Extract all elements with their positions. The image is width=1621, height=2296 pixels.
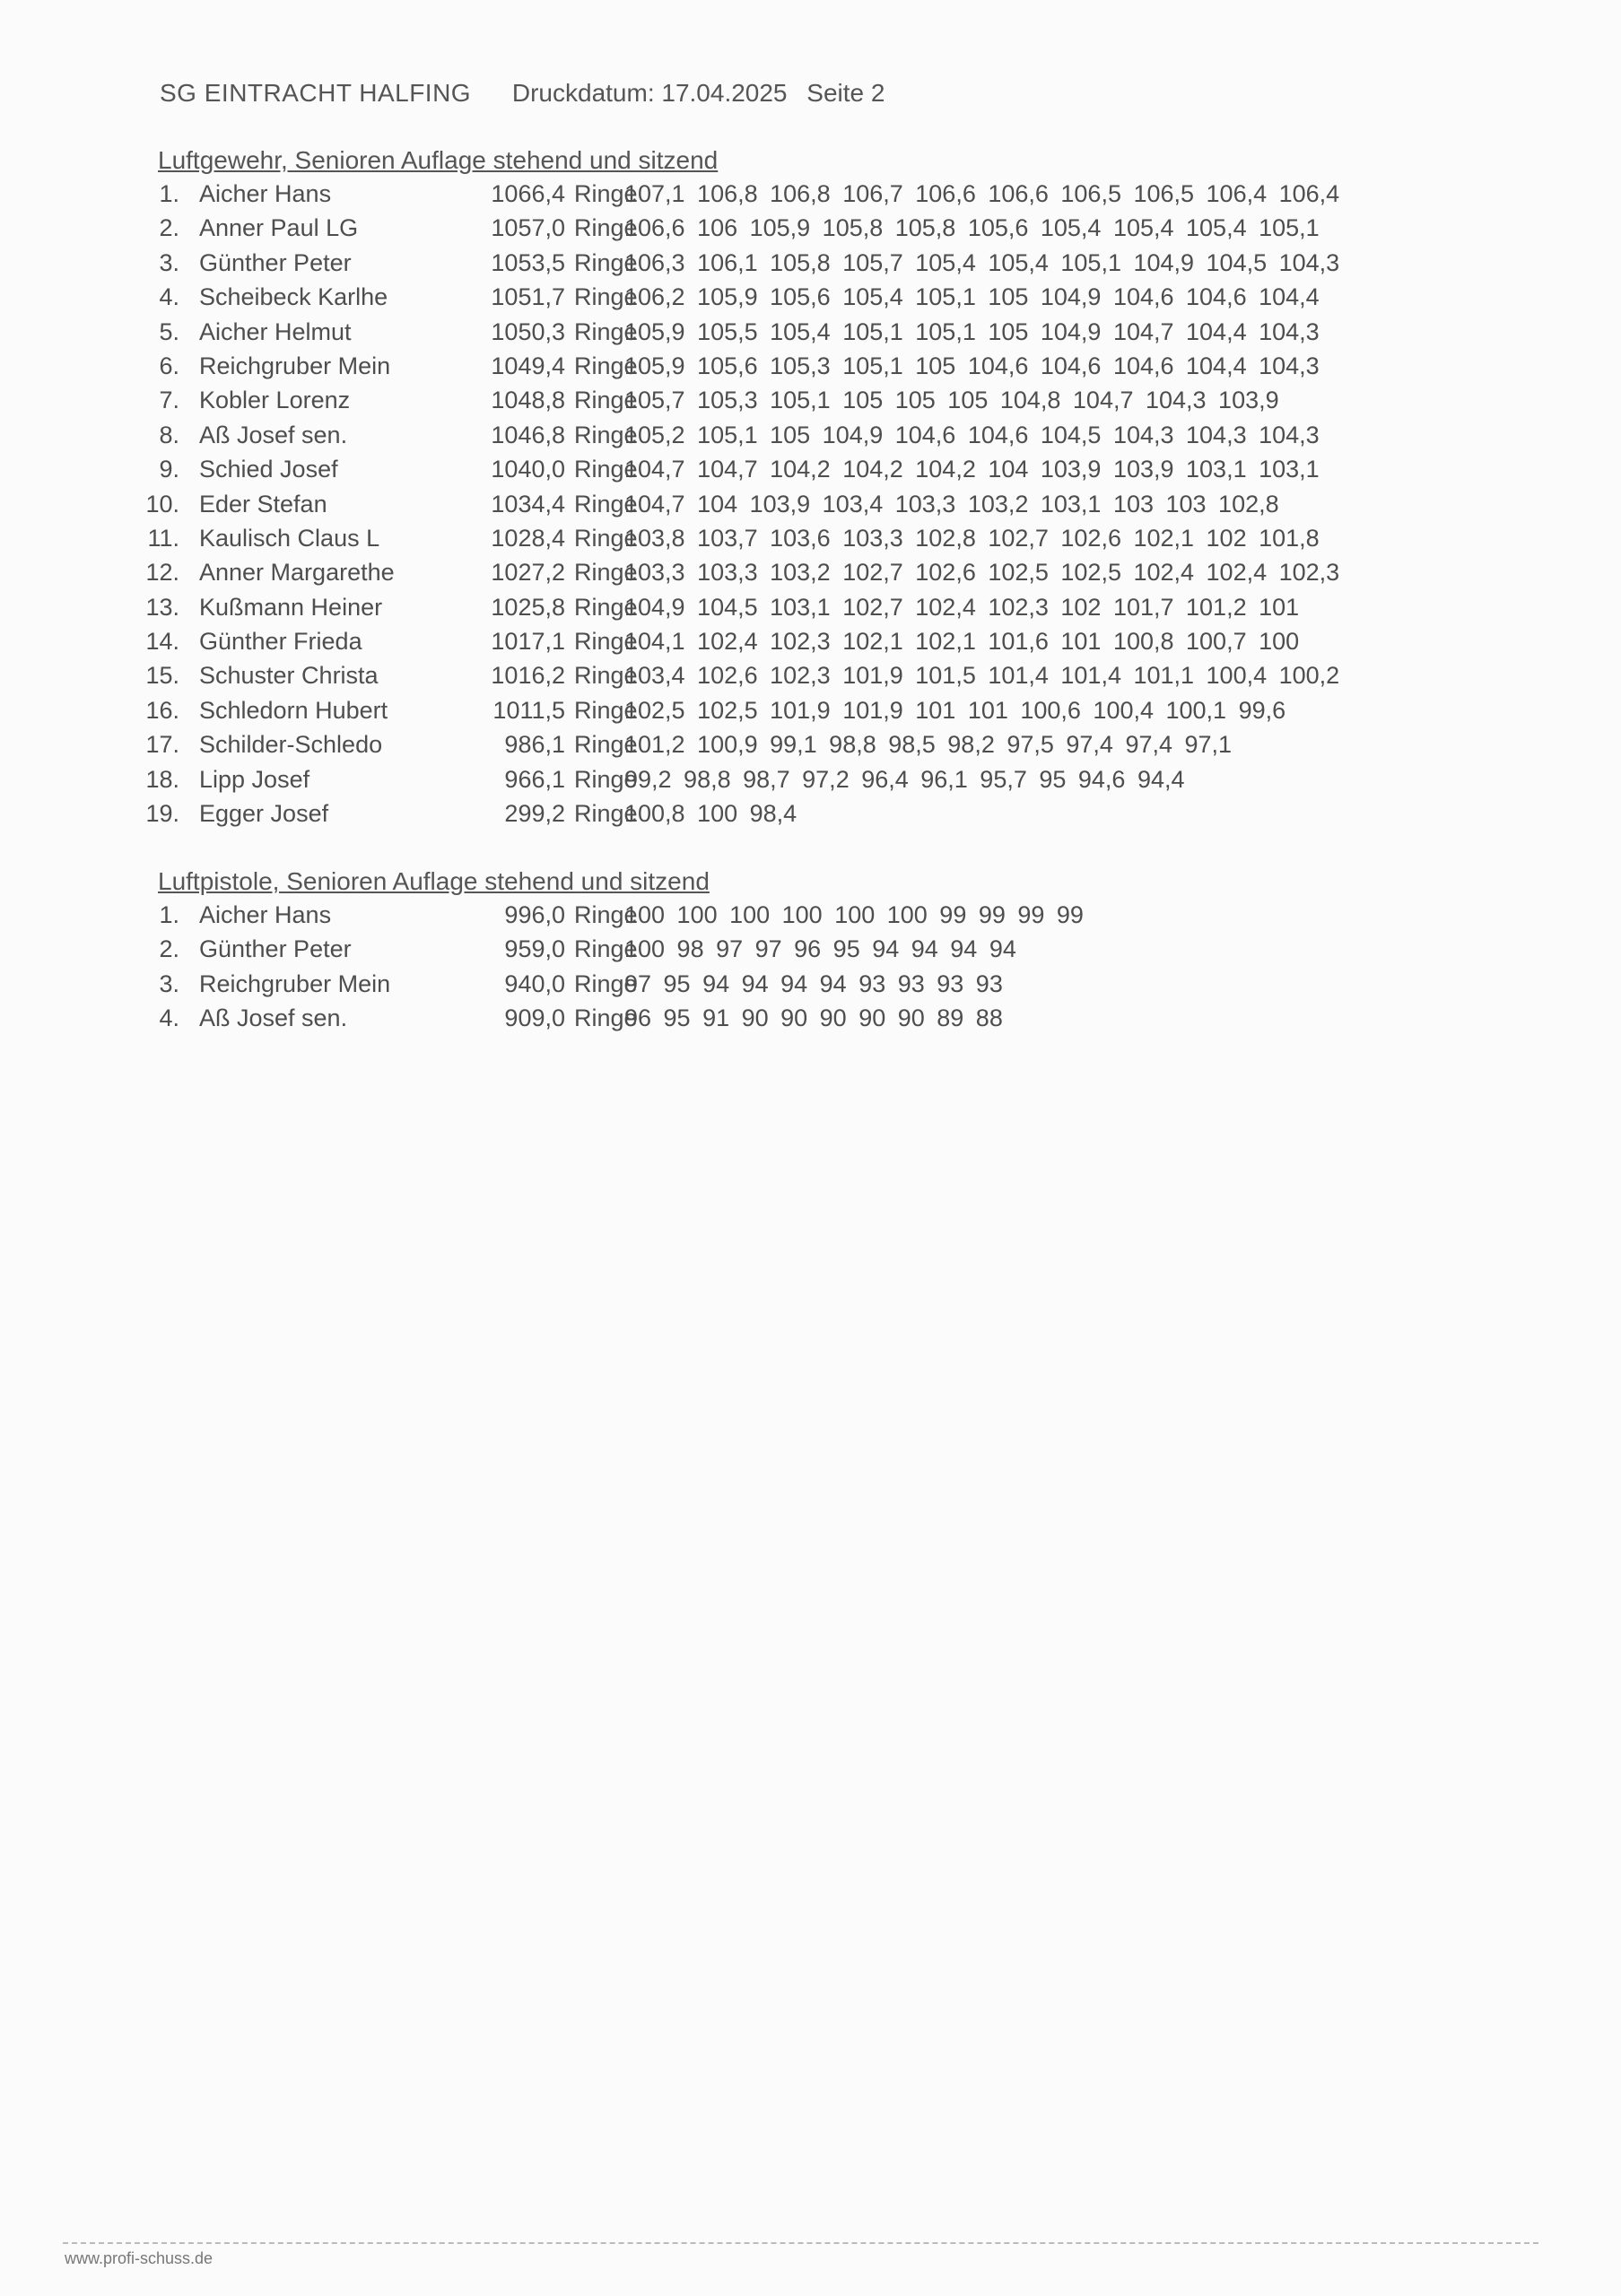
total-score: 1049,4 <box>491 352 565 379</box>
result-row <box>144 246 1453 280</box>
result-row <box>144 452 1453 486</box>
score-unit: Ringe <box>574 248 638 276</box>
total-score: 940,0 <box>504 970 565 997</box>
score-unit: Ringe <box>574 628 638 656</box>
score-unit: Ringe <box>574 696 638 724</box>
footer-divider <box>63 2242 1538 2244</box>
shooter-name: Günther Peter <box>199 248 352 276</box>
total-score: 1051,7 <box>491 283 565 311</box>
result-row <box>144 796 1453 831</box>
series-scores: 101,2 100,9 99,1 98,8 98,5 98,2 97,5 97,4 97,4 97,1 <box>624 731 1233 759</box>
shooter-name: Aicher Hans <box>199 901 332 928</box>
rank-number: 18. <box>145 765 179 793</box>
result-row <box>144 932 1453 966</box>
shooter-name: Anner Margarethe <box>199 559 395 587</box>
results-section-luftpistole <box>144 867 1453 1036</box>
total-score: 1050,3 <box>491 317 565 345</box>
footer-url: www.profi-schuss.de <box>65 2249 214 2267</box>
rank-number: 3. <box>159 970 179 997</box>
shooter-name: Kaulisch Claus L <box>199 524 380 552</box>
score-unit: Ringe <box>574 1004 638 1032</box>
series-scores: 100 98 97 97 96 95 94 94 94 94 <box>624 935 1016 963</box>
rank-number: 7. <box>159 387 179 414</box>
rank-number: 14. <box>145 628 179 656</box>
score-unit: Ringe <box>574 387 638 414</box>
total-score: 1017,1 <box>491 628 565 656</box>
result-row <box>144 349 1453 383</box>
total-score: 1025,8 <box>491 593 565 621</box>
result-row <box>144 383 1453 417</box>
shooter-name: Lipp Josef <box>199 765 310 793</box>
rank-number: 15. <box>145 662 179 690</box>
result-row <box>144 658 1453 692</box>
score-unit: Ringe <box>574 935 638 963</box>
series-scores: 97 95 94 94 94 94 93 93 93 93 <box>624 970 1003 997</box>
result-row <box>144 521 1453 555</box>
score-unit: Ringe <box>574 352 638 379</box>
total-score: 959,0 <box>504 935 565 963</box>
rank-number: 5. <box>159 317 179 345</box>
shooter-name: Günther Peter <box>199 935 352 963</box>
series-scores: 100 100 100 100 100 100 99 99 99 99 <box>624 901 1084 928</box>
shooter-name: Aß Josef sen. <box>199 1004 348 1032</box>
series-scores: 100,8 100 98,4 <box>624 800 797 828</box>
shooter-name: Schied Josef <box>199 456 338 483</box>
page-number: Seite 2 <box>806 79 885 107</box>
result-row <box>144 280 1453 314</box>
series-scores: 105,2 105,1 105 104,9 104,6 104,6 104,5 104,3 104,3 104,3 <box>624 421 1320 448</box>
rank-number: 10. <box>145 490 179 517</box>
series-scores: 106,6 106 105,9 105,8 105,8 105,6 105,4 105,4 105,4 105,1 <box>624 214 1320 242</box>
rank-number: 11. <box>147 524 179 552</box>
rank-number: 16. <box>145 696 179 724</box>
rank-number: 1. <box>159 180 179 207</box>
score-unit: Ringe <box>574 214 638 242</box>
score-unit: Ringe <box>574 800 638 828</box>
shooter-name: Kobler Lorenz <box>199 387 351 414</box>
shooter-name: Schilder-Schledo <box>199 731 383 759</box>
series-scores: 105,9 105,5 105,4 105,1 105,1 105 104,9 104,7 104,4 104,3 <box>624 317 1320 345</box>
shooter-name: Aicher Hans <box>199 180 332 207</box>
series-scores: 105,9 105,6 105,3 105,1 105 104,6 104,6 104,6 104,4 104,3 <box>624 352 1320 379</box>
series-scores: 103,8 103,7 103,6 103,3 102,8 102,7 102,6 102,1 102 101,8 <box>624 524 1320 552</box>
score-unit: Ringe <box>574 970 638 997</box>
score-unit: Ringe <box>574 490 638 517</box>
score-unit: Ringe <box>574 180 638 207</box>
total-score: 996,0 <box>504 901 565 928</box>
rank-number: 6. <box>159 352 179 379</box>
shooter-name: Günther Frieda <box>199 628 362 656</box>
result-row <box>144 177 1453 211</box>
total-score: 986,1 <box>504 731 565 759</box>
total-score: 1057,0 <box>491 214 565 242</box>
rank-number: 9. <box>159 456 179 483</box>
series-scores: 106,3 106,1 105,8 105,7 105,4 105,4 105,1 104,9 104,5 104,3 <box>624 248 1340 276</box>
score-unit: Ringe <box>574 317 638 345</box>
rank-number: 2. <box>159 214 179 242</box>
total-score: 1034,4 <box>491 490 565 517</box>
score-unit: Ringe <box>574 593 638 621</box>
shooter-name: Eder Stefan <box>199 490 327 517</box>
score-unit: Ringe <box>574 765 638 793</box>
shooter-name: Scheibeck Karlhe <box>199 283 388 311</box>
shooter-name: Egger Josef <box>199 800 329 828</box>
series-scores: 104,1 102,4 102,3 102,1 102,1 101,6 101 100,8 100,7 100 <box>624 628 1300 656</box>
shooter-name: Aß Josef sen. <box>199 421 348 448</box>
results-list <box>144 177 1453 831</box>
score-unit: Ringe <box>574 524 638 552</box>
club-name: SG EINTRACHT HALFING <box>160 79 472 107</box>
score-unit: Ringe <box>574 559 638 587</box>
shooter-name: Kußmann Heiner <box>199 593 383 621</box>
total-score: 299,2 <box>504 800 565 828</box>
total-score: 1016,2 <box>491 662 565 690</box>
series-scores: 103,3 103,3 103,2 102,7 102,6 102,5 102,5 102,4 102,4 102,3 <box>624 559 1340 587</box>
series-scores: 96 95 91 90 90 90 90 90 89 88 <box>624 1004 1003 1032</box>
series-scores: 104,7 104 103,9 103,4 103,3 103,2 103,1 103 103 102,8 <box>624 490 1279 517</box>
series-scores: 104,9 104,5 103,1 102,7 102,4 102,3 102 101,7 101,2 101 <box>624 593 1300 621</box>
result-row <box>144 315 1453 349</box>
result-row <box>144 211 1453 245</box>
result-row <box>144 590 1453 624</box>
section-title: Luftpistole, Senioren Auflage stehend und sitzend <box>158 867 710 895</box>
shooter-name: Aicher Helmut <box>199 317 352 345</box>
results-list <box>144 898 1453 1036</box>
total-score: 1027,2 <box>491 559 565 587</box>
rank-number: 4. <box>159 1004 179 1032</box>
total-score: 1040,0 <box>491 456 565 483</box>
result-row <box>144 487 1453 521</box>
shooter-name: Schuster Christa <box>199 662 379 690</box>
total-score: 1053,5 <box>491 248 565 276</box>
result-row <box>144 727 1453 761</box>
rank-number: 8. <box>159 421 179 448</box>
series-scores: 105,7 105,3 105,1 105 105 105 104,8 104,7 104,3 103,9 <box>624 387 1279 414</box>
result-row <box>144 1001 1453 1035</box>
result-row <box>144 624 1453 658</box>
rank-number: 2. <box>159 935 179 963</box>
series-scores: 102,5 102,5 101,9 101,9 101 101 100,6 100,4 100,1 99,6 <box>624 696 1286 724</box>
shooter-name: Anner Paul LG <box>199 214 359 242</box>
score-unit: Ringe <box>574 421 638 448</box>
score-unit: Ringe <box>574 662 638 690</box>
result-row <box>144 762 1453 796</box>
score-unit: Ringe <box>574 283 638 311</box>
page-header <box>160 79 885 108</box>
total-score: 909,0 <box>504 1004 565 1032</box>
series-scores: 104,7 104,7 104,2 104,2 104,2 104 103,9 103,9 103,1 103,1 <box>624 456 1320 483</box>
results-section-luftgewehr <box>144 146 1453 831</box>
rank-number: 1. <box>159 901 179 928</box>
shooter-name: Reichgruber Mein <box>199 970 391 997</box>
rank-number: 3. <box>159 248 179 276</box>
result-row <box>144 967 1453 1001</box>
shooter-name: Schledorn Hubert <box>199 696 388 724</box>
score-unit: Ringe <box>574 731 638 759</box>
total-score: 1011,5 <box>492 696 565 724</box>
rank-number: 19. <box>145 800 179 828</box>
total-score: 1048,8 <box>491 387 565 414</box>
total-score: 1046,8 <box>491 421 565 448</box>
series-scores: 106,2 105,9 105,6 105,4 105,1 105 104,9 104,6 104,6 104,4 <box>624 283 1320 311</box>
result-row <box>144 418 1453 452</box>
series-scores: 107,1 106,8 106,8 106,7 106,6 106,6 106,5 106,5 106,4 106,4 <box>624 180 1340 207</box>
score-unit: Ringe <box>574 456 638 483</box>
rank-number: 17. <box>145 731 179 759</box>
series-scores: 99,2 98,8 98,7 97,2 96,4 96,1 95,7 95 94,6 94,4 <box>624 765 1185 793</box>
score-unit: Ringe <box>574 901 638 928</box>
print-date: Druckdatum: 17.04.2025 <box>511 79 788 107</box>
total-score: 1066,4 <box>491 180 565 207</box>
result-row <box>144 693 1453 727</box>
series-scores: 103,4 102,6 102,3 101,9 101,5 101,4 101,4 101,1 100,4 100,2 <box>624 662 1340 690</box>
rank-number: 12. <box>145 559 179 587</box>
section-title: Luftgewehr, Senioren Auflage stehend und sitzend <box>158 146 719 174</box>
total-score: 966,1 <box>504 765 565 793</box>
rank-number: 13. <box>145 593 179 621</box>
result-row <box>144 555 1453 589</box>
total-score: 1028,4 <box>491 524 565 552</box>
rank-number: 4. <box>159 283 179 311</box>
shooter-name: Reichgruber Mein <box>199 352 391 379</box>
result-row <box>144 898 1453 932</box>
